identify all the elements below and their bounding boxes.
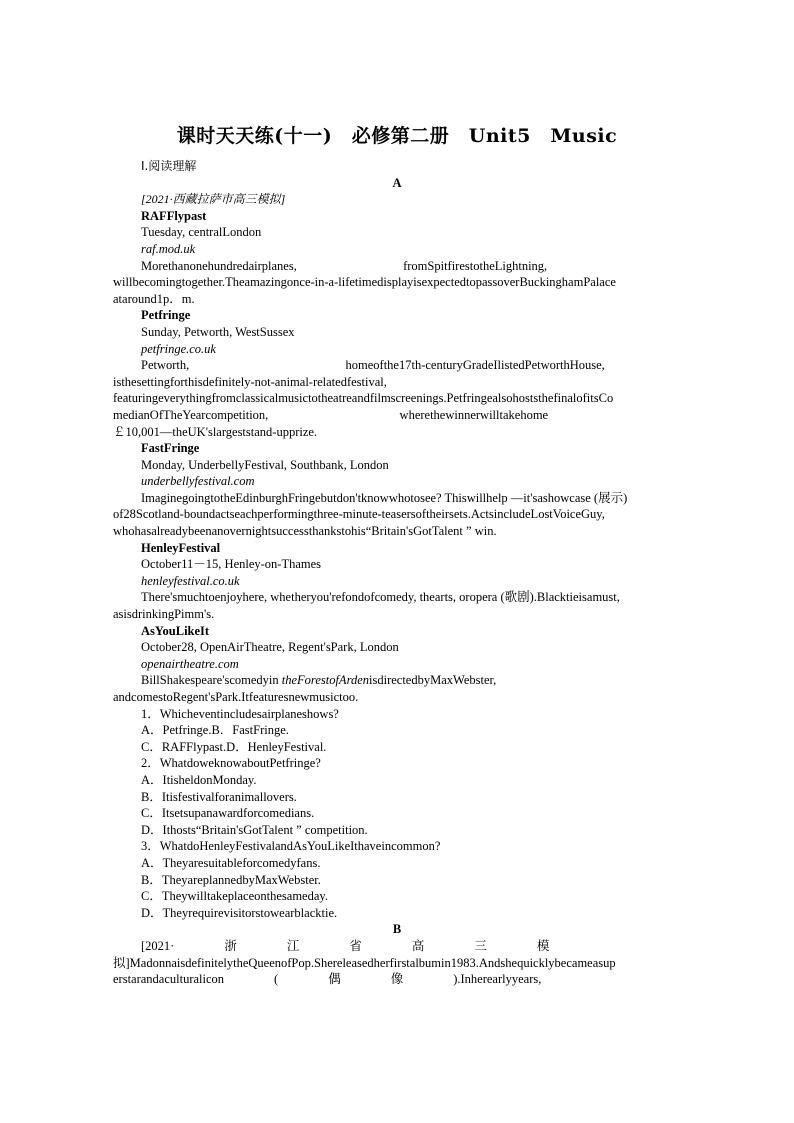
- event-desc-line: ImaginegoingtotheEdinburghFringebutdon'tknowwhotosee? Thiswillhelp —it'sashowcase (展示): [141, 490, 628, 505]
- event-name: HenleyFestival: [141, 540, 221, 555]
- event-when-where: October28, OpenAirTheatre, Regent'sPark, London: [141, 640, 399, 655]
- page-title: 课时天天练(十一) 必修第二册 Unit5 Music: [176, 125, 618, 147]
- event-name: Petfringe: [141, 308, 191, 323]
- event-desc-line: Morethanonehundredairplanes, fromSpitfirestotheLightning,: [141, 258, 548, 273]
- event-desc-line: andcomestoRegent'sPark.Itfeaturesnewmusictoo.: [113, 690, 359, 704]
- section-label: Ⅰ.阅读理解: [141, 159, 197, 173]
- document-body: [113, 158, 681, 988]
- question-stem: 1．Whicheventincludesairplaneshows?: [141, 706, 339, 721]
- source-note: [2021·西藏拉萨市高三模拟]: [141, 192, 286, 207]
- event-desc-line: There'smuchtoenjoyhere, whetheryou'refondofcomedy, thearts, oropera (歌剧).Blacktieisamust,: [141, 590, 620, 605]
- answer-option: C．Theywilltakeplaceonthesameday.: [141, 889, 328, 904]
- answer-option: C．RAFFlypast.D．HenleyFestival.: [141, 739, 327, 754]
- event-name: FastFringe: [141, 441, 200, 456]
- part-b-line: erstarandaculturalicon ( 偶 像 ).Inherearlyyears,: [113, 972, 542, 987]
- answer-option: B．TheyareplannedbyMaxWebster.: [141, 872, 321, 887]
- answer-option: C．Itsetsupanawardforcomedians.: [141, 806, 315, 821]
- event-desc-line: [113, 672, 681, 689]
- answer-option: A．Petfringe.B．FastFringe.: [141, 723, 289, 738]
- part-b-line: [2021· 浙 江 省 高 三 模: [141, 938, 550, 953]
- event-site: openairtheatre.com: [141, 656, 239, 671]
- answer-option: A．ItisheldonMonday.: [141, 772, 257, 787]
- event-site: petfringe.co.uk: [141, 341, 216, 356]
- event-desc-line: isthesettingforthisdefinitely-not-animal-relatedfestival,: [113, 374, 387, 389]
- answer-option: D．Ithosts“Britain'sGotTalent ” competition.: [141, 822, 368, 837]
- event-site: raf.mod.uk: [141, 241, 196, 256]
- event-desc-line: ￡10,001—theUK'slargeststand-upprize.: [113, 424, 318, 439]
- event-when-where: Tuesday, centralLondon: [141, 225, 262, 240]
- event-name: AsYouLikeIt: [141, 623, 210, 638]
- part-a-heading: A: [392, 175, 402, 190]
- event-desc-line: ataround1p．m.: [113, 291, 195, 306]
- desc-text: BillShakespeare'scomedyin: [141, 673, 282, 688]
- event-when-where: Monday, UnderbellyFestival, Southbank, London: [141, 457, 389, 472]
- event-desc-line: of28Scotland-boundactseachperformingthree-minute-teasersoftheirsets.ActsincludeLostVoiceGuy,: [113, 507, 605, 522]
- event-desc-line: medianOfTheYearcompetition, wherethewinnerwilltakehome: [113, 407, 549, 422]
- play-setting: theForestofArden: [281, 673, 370, 688]
- event-when-where: October11－15, Henley-on-Thames: [141, 557, 322, 572]
- event-desc-line: willbecomingtogether.Theamazingonce-in-a-lifetimedisplayisexpectedtopassoverBuckinghamPalace: [113, 275, 616, 290]
- answer-option: B．Itisfestivalforanimallovers.: [141, 789, 297, 804]
- event-desc-line: featuringeverythingfromclassicalmusictotheatreandfilmscreenings.PetfringealsohoststhefinalofitsCo: [113, 391, 614, 406]
- desc-text: isdirectedbyMaxWebster,: [369, 673, 497, 688]
- event-desc-line: whohasalreadybeenanovernightsuccessthankstohis“Britain'sGotTalent ” win.: [113, 524, 497, 539]
- event-site: underbellyfestival.com: [141, 474, 255, 489]
- part-b-heading: B: [392, 922, 402, 937]
- event-desc-line: asisdrinkingPimm's.: [113, 607, 215, 622]
- part-b-line: 拟]MadonnaisdefinitelytheQueenofPop.Shereleasedherfirstalbumin1983.Andshequicklybecameasup: [113, 955, 616, 970]
- event-when-where: Sunday, Petworth, WestSussex: [141, 324, 295, 339]
- event-site: henleyfestival.co.uk: [141, 573, 240, 588]
- answer-option: D．Theyrequirevisitorstowearblacktie.: [141, 905, 338, 920]
- event-name: RAFFlypast: [141, 208, 207, 223]
- answer-option: A．Theyaresuitableforcomedyfans.: [141, 855, 321, 870]
- question-stem: 3．WhatdoHenleyFestivalandAsYouLikeIthaveincommon?: [141, 839, 441, 854]
- event-desc-line: Petworth, homeofthe17th-centuryGradeIlistedPetworthHouse,: [141, 358, 605, 373]
- question-stem: 2．WhatdoweknowaboutPetfringe?: [141, 756, 321, 771]
